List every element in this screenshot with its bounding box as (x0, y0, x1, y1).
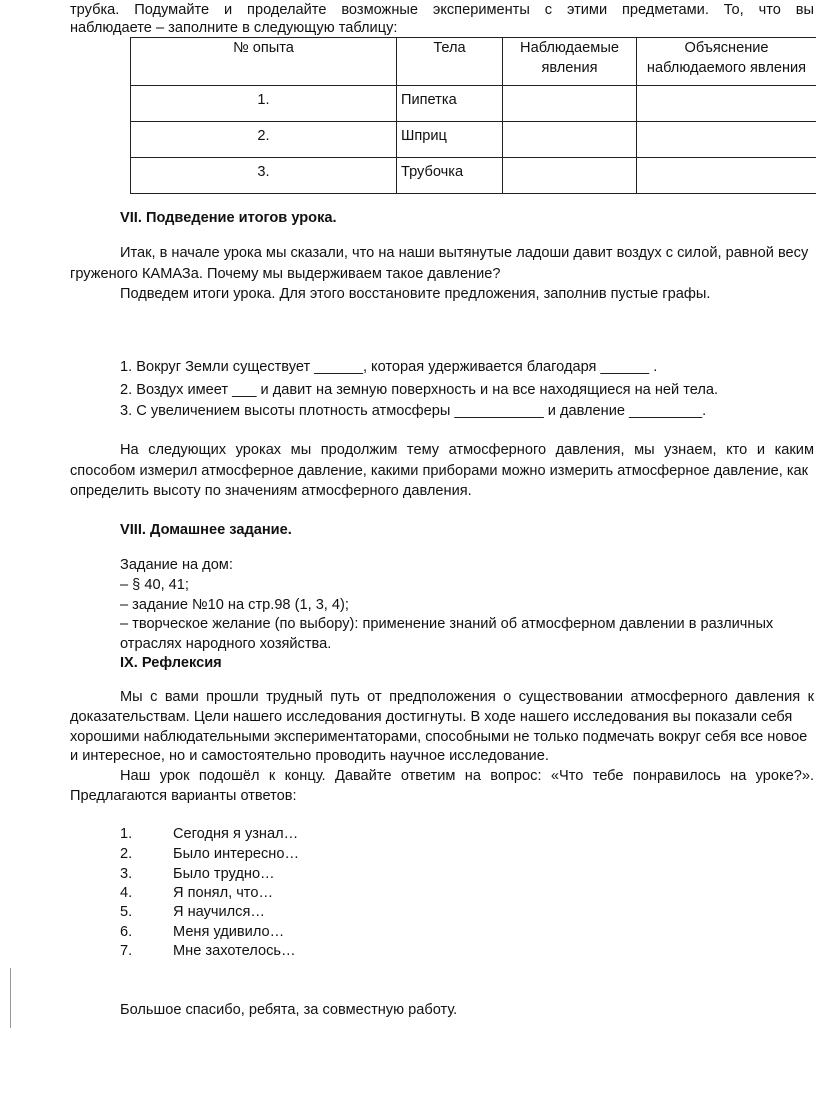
homework-item: отраслях народного хозяйства. (120, 636, 332, 652)
homework-item: – задание №10 на стр.98 (1, 3, 4); (120, 597, 349, 613)
observation-table (130, 37, 816, 194)
homework-label: Задание на дом: (120, 557, 233, 573)
row-number: 2. (131, 122, 397, 158)
answer-number: 4. (120, 885, 133, 901)
closing-thanks: Большое спасибо, ребята, за совместную работу. (120, 1002, 458, 1018)
answer-option: Было интересно… (173, 846, 300, 862)
reflection-paragraph-1-line-2: доказательствам. Цели нашего исследования достигнуты. В ходе нашего исследования вы показали себя (70, 709, 793, 725)
row-number: 1. (131, 86, 397, 122)
reflection-paragraph-2-line-2: Предлагаются варианты ответов: (70, 788, 297, 804)
intro-line-1: трубка. Подумайте и проделайте возможные эксперименты с этими предметами. То, что вы (70, 2, 814, 18)
answer-number: 3. (120, 866, 133, 882)
answer-option: Было трудно… (173, 866, 275, 882)
row-body: Трубочка (397, 158, 503, 194)
header-bodies: Тела (397, 38, 503, 86)
header-observed (503, 38, 637, 86)
answer-option: Сегодня я узнал… (173, 826, 299, 842)
table-row (131, 86, 816, 122)
intro-line-2: наблюдаете – заполните в следующую таблицу: (70, 20, 398, 36)
section-7-paragraph-1-line-1: Итак, в начале урока мы сказали, что на наши вытянутые ладоши давит воздух с силой, равной весу (120, 245, 809, 261)
row-explanation-cell[interactable] (637, 158, 816, 194)
section-7-paragraph-3-line-1: На следующих уроках мы продолжим тему атмосферного давления, мы узнаем, кто и каким (120, 442, 814, 458)
fill-in-item: 1. Вокруг Земли существует ______, которая удерживается благодаря ______ . (120, 359, 658, 375)
section-7-paragraph-3-line-2: способом измерил атмосферное давление, какими приборами можно измерить атмосферное давление, как (70, 463, 809, 479)
answer-option: Мне захотелось… (173, 943, 296, 959)
section-8-title: VIII. Домашнее задание. (120, 522, 292, 538)
header-explanation-line-2: наблюдаемого явления (646, 60, 807, 76)
header-observed-line-1: Наблюдаемые (520, 40, 619, 56)
answer-number: 7. (120, 943, 133, 959)
section-7-paragraph-3-line-3: определить высоту по значениям атмосферного давления. (70, 483, 472, 499)
table-row (131, 158, 816, 194)
section-7-paragraph-2: Подведем итоги урока. Для этого восстановите предложения, заполнив пустые графы. (120, 286, 711, 302)
reflection-paragraph-1-line-3: хорошими наблюдательными экспериментаторами, способными не только подмечать вокруг себя все новое (70, 729, 808, 745)
answer-option: Меня удивило… (173, 924, 285, 940)
answer-option: Я научился… (173, 904, 265, 920)
row-explanation-cell[interactable] (637, 122, 816, 158)
header-explanation-line-1: Объяснение (684, 40, 769, 56)
reflection-paragraph-2-line-1: Наш урок подошёл к концу. Давайте ответим на вопрос: «Что тебе понравилось на уроке?». (120, 768, 814, 784)
fill-in-item: 3. С увеличением высоты плотность атмосферы ___________ и давление _________. (120, 403, 707, 419)
section-9-title: IX. Рефлексия (120, 655, 222, 671)
margin-line (10, 968, 11, 1028)
reflection-paragraph-1-line-4: и интересное, но и самостоятельно проводить научное исследование. (70, 748, 549, 764)
header-observed-line-2: явления (541, 60, 598, 76)
homework-item: – творческое желание (по выбору): применение знаний об атмосферном давлении в различных (120, 616, 774, 632)
header-experiment-number: № опыта (131, 38, 397, 86)
row-observed-cell[interactable] (503, 158, 637, 194)
answer-option: Я понял, что… (173, 885, 274, 901)
row-observed-cell[interactable] (503, 86, 637, 122)
answer-number: 6. (120, 924, 133, 940)
row-number: 3. (131, 158, 397, 194)
section-7-title: VII. Подведение итогов урока. (120, 210, 337, 226)
table-row (131, 122, 816, 158)
reflection-paragraph-1-line-1: Мы с вами прошли трудный путь от предположения о существовании атмосферного давления к (120, 689, 814, 705)
table-header-row (131, 38, 816, 86)
answer-number: 2. (120, 846, 133, 862)
row-explanation-cell[interactable] (637, 86, 816, 122)
section-7-paragraph-1-line-2: груженого КАМАЗа. Почему мы выдерживаем такое давление? (70, 266, 501, 282)
row-body: Пипетка (397, 86, 503, 122)
fill-in-item: 2. Воздух имеет ___ и давит на земную поверхность и на все находящиеся на ней тела. (120, 382, 719, 398)
answer-number: 5. (120, 904, 133, 920)
row-observed-cell[interactable] (503, 122, 637, 158)
homework-item: – § 40, 41; (120, 577, 189, 593)
header-explanation (637, 38, 816, 86)
row-body: Шприц (397, 122, 503, 158)
answer-number: 1. (120, 826, 133, 842)
